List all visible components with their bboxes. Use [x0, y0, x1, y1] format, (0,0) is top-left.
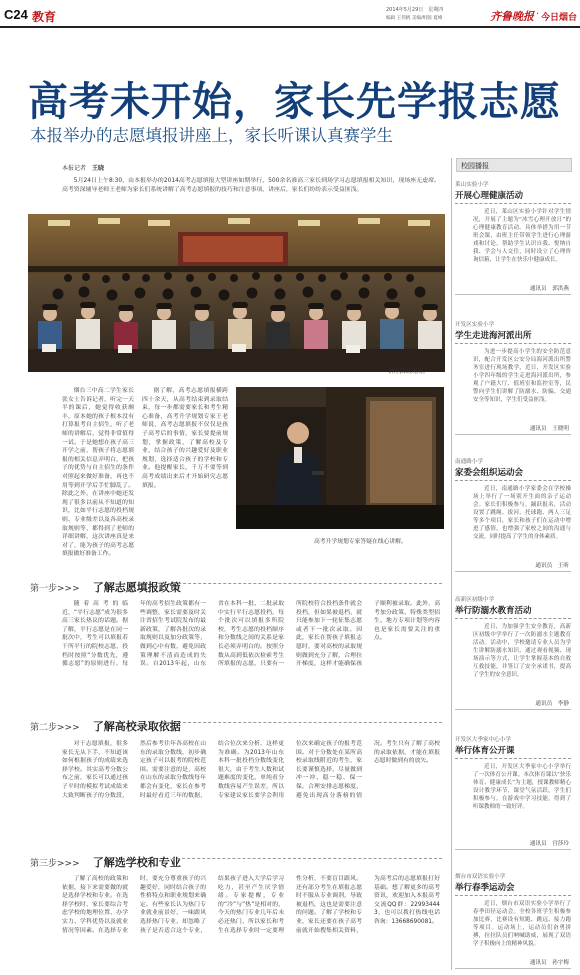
- sidebar-item-title: 举行春季运动会: [455, 883, 515, 893]
- sidebar-item-author: 通讯员 孙宇梅: [529, 960, 569, 966]
- sidebar-header-text: 校园播报: [461, 162, 489, 170]
- step3-text: [62, 875, 440, 971]
- intro-text-2: 据了解，高考志愿填报横跨四十余天，从高考结束到录取结束，每一步都需要家长和考生精心准备，高考升学规划专家王老师说，高考志愿填报不仅仅是孩子高考后的事情，家长要提前规划，掌握政策，了解高校及专业，结合孩子的兴趣爱好及职业规划，选择适合孩子的学校和专业。他提醒家长，千万不要等到高考成绩出来后才开始研究志愿填报。: [142, 388, 228, 489]
- step2-tag: 第二步>>>: [30, 723, 80, 733]
- date-text: 2014年5月29日 星期四: [386, 7, 444, 13]
- photo2-caption: 高考升学规划专家答疑在线心讲解。: [314, 539, 407, 545]
- step2-text: [62, 740, 440, 844]
- event-photo: [28, 214, 445, 372]
- byline-name: 王晓: [91, 165, 104, 172]
- step2-divider: [158, 722, 442, 723]
- brand-separator: ·: [536, 9, 540, 20]
- step1-heading: [30, 576, 442, 595]
- sidebar-item-divider: [455, 618, 571, 619]
- step1-title: 了解志愿填报政策: [92, 581, 181, 594]
- sidebar-item-school: 莱山实验小学: [455, 182, 489, 188]
- sidebar-item-text: 近日，为加强学生安全教育，高新区初级中学举行了一次防溺水主题教育活动。活动中，学校邀请专业人员为学生讲解防溺水知识，通过观看视频、现场演示等方式，让学生掌握基本的自救互救技能，并签订了安全承诺书，提高了学生的安全意识。: [473, 624, 571, 678]
- sidebar-item-text: 近日，莱山区实验小学针对学生情况，开展了主题为“冰雪心理开放日”的心理健康教育活动。具体举措为用一节班会课，由班主任带领学生进行心理游戏和讨论，帮助学生认识自我、悦纳自我、学会与人交往，同时设立了心理咨询信箱，让学生在快乐中健康成长。: [473, 209, 571, 263]
- speaker-photo: [236, 387, 444, 529]
- sidebar-header: [456, 158, 572, 172]
- sidebar-item-divider: [455, 758, 571, 759]
- sidebar-item-author: 通讯员 李静: [535, 701, 569, 707]
- sidebar-item-school: 开发区大季家中心小学: [455, 737, 511, 743]
- photo1-caption: 讲座活动现场。: [388, 369, 429, 375]
- step3-tag: 第三步>>>: [30, 859, 80, 869]
- sidebar-item-text: 近日，烟台市双语实验小学举行了春季田径运动会。全校各班学生积极参加比赛，比赛设有短跑、跳远、接力跑等项目。运动场上，运动员们奋勇拼搏，拉拉队员们呐喊助威，展现了双语学子积极向上的精神风貌。: [473, 901, 571, 947]
- lead-text: 5月24日上午8:30，由本报举办的2014高考志愿填报大型讲座如期举行，500余名准高三家长到场学习志愿填报相关知识，现场座无虚席。高考资深辅导老师王老师为家长们系统讲解了高考志愿填报的技巧和注意事项，讲座后，家长们纷纷表示受益匪浅。: [62, 178, 440, 193]
- sidebar-item-divider: [455, 480, 571, 481]
- sidebar-item-divider: [455, 895, 571, 896]
- step1-body: 随着高考的临近，“平行志愿”成为很多高三家长热议的话题。据了解，平行志愿是在同一批次中，考生可以填报若干所平行的院校志愿，投档时按照“分数优先，遵循志愿”的原则进行。每年的高考招生政策都有一些调整，家长需要及时关注省招生考试院发布的最新政策，了解各批次的录取规则以及加分政策等，做到心中有数，避免因政策理解不清而造成的失误。自2013年起，山东省在本科一批、二批录取中实行平行志愿投档，每个批次可以填报多所院校，考生志愿的投档顺序和分数线之间的关系是家长必须弄明白的。按照分数从高到低依次检索考生所填报的志愿，只要有一所院校符合投档条件就会投档，但如果被退档，就只能参加下一轮征集志愿或者下一批次录取。因此，家长在帮孩子填报志愿时，要对高校的录取规则做到充分了解，合理拉开梯度，这样才能确保孩子顺利被录取。此外，高考加分政策、特殊类型招生、地方专项计划等内容也是家长需要关注的重点。: [62, 601, 440, 668]
- date-line: [386, 6, 486, 21]
- sidebar-item: [455, 595, 573, 713]
- intro-text: 烟台三中高二学生家长张女士告诉记者，听完一天半的课后，她觉得收获颇丰，原本她的孩子根本没有打算报考自主招生，听了老师的讲解后，觉得非常值得一试。于是她想在孩子高三开学之前，帮孩子将志愿填报的相关信息弄明白，把孩子的优势与自主招生的条件对照起来做好准备，再也不用等到开学后手忙脚乱了。除此之外，在讲座中她还发现了很多以前从不知道的知识，比如平行志愿的投档规则、专业级差以及各高校录取规则等，都得到了老师的详细讲解，这次讲座真是来对了，能为孩子的高考志愿填报做好准备工作。: [62, 388, 134, 558]
- step3-title: 了解选学校和专业: [92, 856, 181, 869]
- step2-body: 对于志愿填报，很多家长无从下手，不知道该如何根据孩子的成绩来选择学校。其实高考分数公布之前，家长可以通过孩子平时的模拟考试成绩来大致判断孩子的分数段，然后参考往年各高校在山东的录取分数线，初步确定孩子可以报考的院校范围。需要注意的是，高校在山东的录取分数线每年都会有变化，家长在参考时最好看近三年的数据，结合位次来分析，这样更为准确。为2013年山东本科一批投档分数线变化很大，由于考生人数和试题难度的变化，单纯看分数线容易产生误差，所以专家建议家长要学会利用位次来确定孩子的报考范围。对于分数处在某所高校录取线附近的考生，家长要谨慎选择，尽量做到冲一冲、稳一稳、保一保，合理安排志愿梯度，避免出现高分落榜的情况。考生只有了解了高校的录取依据，才能在填报志愿时做到有的放矢。: [62, 741, 440, 799]
- sidebar-item-separator: [455, 434, 571, 435]
- lecture-hall-illustration: [28, 214, 445, 372]
- step3-divider: [172, 858, 442, 859]
- sidebar-item: [455, 872, 573, 972]
- sidebar-item: [455, 735, 573, 853]
- sidebar-item-school: 南通路小学: [455, 459, 483, 465]
- step2-heading: [30, 715, 442, 734]
- lead-paragraph: [62, 177, 440, 213]
- step3-heading: [30, 851, 442, 870]
- sidebar-item-text: 为进一步提高小学生的安全防范意识，配合开发区公安分局海河派出所警务室进行现场教学，近日，开发区实验小学四年级的学生走进海河派出所，参观了户籍大厅、值班室和监控室等，民警向学生们讲解了防溺水、防骗、交通安全等知识，学生们受益匪浅。: [473, 349, 571, 403]
- sidebar-item-text: 近日，南通路小学家委会在学校操场上举行了一场别开生面的亲子运动会。家长们积极参与，踊跃报名，活动设置了跳绳、拔河、托球跑、两人三足等多个项目，家长和孩子们在运动中增进了感情，也增强了家校之间的沟通与交流，同时提高了学生的身体素质。: [473, 486, 571, 540]
- sidebar-item-title: 家委会组织运动会: [455, 468, 524, 478]
- brand-sub: 今日烟台: [541, 13, 578, 23]
- sidebar-item: [455, 457, 573, 575]
- subheadline: 本报举办的志愿填报讲座上，家长听课认真赛学生: [30, 126, 393, 145]
- sidebar-item-author: 通讯员 王晓明: [529, 426, 569, 432]
- step3-body: 了解了高校的政策和依据，接下来需要做的就是选择学校和专业。在选择学校时，家长要综合考虑学校的地理位置、办学实力、学科优势以及就业情况等因素。在选择专业时，要充分尊重孩子的兴趣爱好，同时结合孩子的性格特点和职业规划来确定。有些家长认为热门专业就业前景好，一味跟风选择热门专业，却忽略了孩子是否适合这个专业，结果孩子进入大学后学习吃力，甚至产生厌学情绪。专家提醒，专业的“冷”与“热”是相对的，今天的热门专业几年后未必还热门，所以家长和考生在选择专业时一定要理性分析，不要盲目跟风。还有部分考生在填报志愿时不服从专业调剂，导致被退档，这也是需要注意的问题。了解了学校和专业，家长还要在孩子高考前就开始搜集相关资料，为高考后的志愿填报打好基础。想了解更多的高考资讯，欢迎加入本报高考交流QQ群：229934443，也可以拨打热线电话咨询：13668690081。: [62, 876, 440, 934]
- brand-logo: 齐鲁晚报: [490, 10, 534, 23]
- byline-label: 本报记者: [62, 165, 87, 172]
- step1-tag: 第一步>>>: [30, 584, 80, 594]
- intro-column-1: [62, 387, 134, 558]
- sidebar-item-author: 通讯员 郭洪燕: [529, 286, 569, 292]
- speaker-illustration: [236, 387, 444, 529]
- sidebar-item-separator: [455, 968, 571, 969]
- sidebar-item-divider: [455, 343, 571, 344]
- sidebar-item: [455, 180, 573, 298]
- sidebar-item-title: 开展心理健康活动: [455, 191, 524, 201]
- sidebar-item-separator: [455, 849, 571, 850]
- sidebar-item-title: 举行体育公开课: [455, 746, 515, 756]
- step1-divider: [158, 583, 442, 584]
- section-name: 教育: [32, 10, 57, 24]
- sidebar-item-separator: [455, 571, 571, 572]
- byline: [62, 163, 104, 172]
- sidebar-item-text: 近日，开发区大季家中心小学举行了一次体育公开课。本次体育课以“快乐体育、健康成长”为主题，授课教师精心设计教学环节，课堂气氛活跃，学生们积极参与，在游戏中学习技能，得到了听课教师的一致好评。: [473, 764, 571, 810]
- step2-title: 了解高校录取依据: [92, 720, 181, 733]
- sidebar-item-title: 学生走进海河派出所: [455, 331, 532, 341]
- sidebar-item-separator: [455, 709, 571, 710]
- sidebar-item-school: 烟台市双语实验小学: [455, 874, 506, 880]
- sidebar-item-title: 举行防溺水教育活动: [455, 606, 532, 616]
- step1-text: [62, 600, 440, 704]
- intro-column-2: [142, 387, 228, 549]
- headline: 高考未开始，家长先学报志愿: [28, 79, 561, 125]
- masthead: [0, 0, 580, 28]
- editors-text: 编辑 王伟帆 美编/组版 夏峰: [386, 16, 443, 21]
- sidebar-item-school: 高新区初级中学: [455, 597, 495, 603]
- sidebar-item-separator: [455, 294, 571, 295]
- sidebar-item-divider: [455, 203, 571, 204]
- sidebar-item-school: 开发区实验小学: [455, 322, 495, 328]
- sidebar-item: [455, 320, 573, 438]
- sidebar-item-author: 通讯员 宫莎玲: [529, 841, 569, 847]
- page-number: C24: [4, 7, 28, 22]
- sidebar-item-author: 通讯员 王昕: [535, 563, 569, 569]
